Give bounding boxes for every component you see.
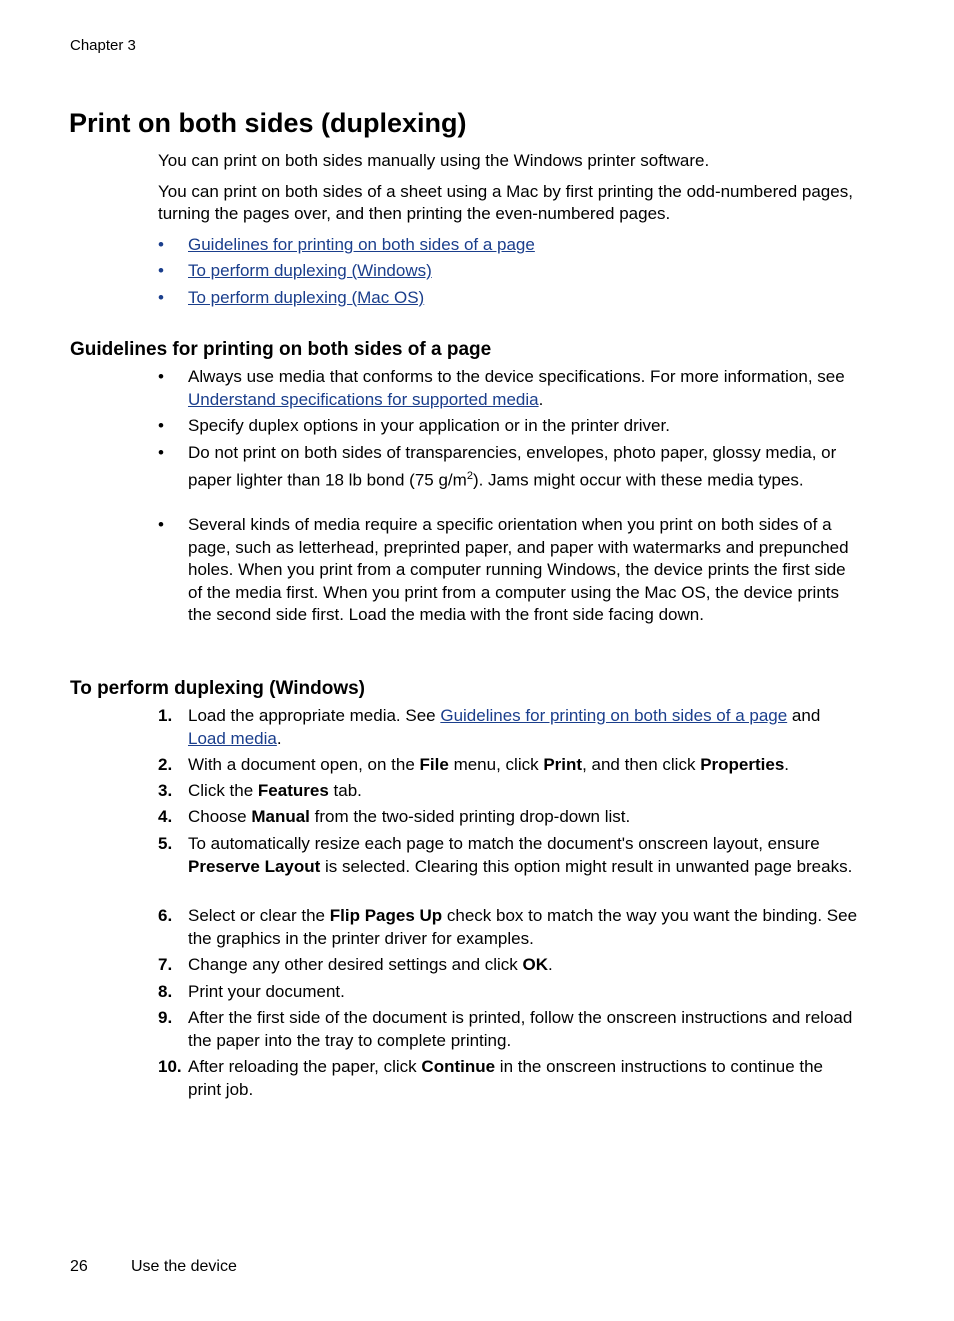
ui-term: Preserve Layout	[188, 856, 321, 876]
guideline-item	[158, 442, 858, 492]
guideline-item	[158, 415, 858, 438]
step-item	[158, 981, 858, 1004]
chapter-label: Chapter 3	[70, 37, 136, 54]
ui-term: Flip Pages Up	[329, 906, 443, 925]
step-item	[158, 1007, 858, 1052]
step-text: and	[787, 706, 821, 725]
step-number: 10.	[158, 1057, 182, 1076]
guideline-text: Always use media that conforms to the device specifications. For more information, see	[188, 367, 845, 386]
step-text: After reloading the paper, click	[188, 1057, 422, 1076]
bullet-marker: •	[158, 443, 164, 462]
bullet-marker: •	[158, 515, 164, 534]
step-number: 3.	[158, 781, 173, 800]
ui-term: Print	[543, 755, 583, 774]
step-number: 2.	[158, 755, 173, 774]
toc-link-windows[interactable]: To perform duplexing (Windows)	[188, 261, 432, 280]
step-text: Print your document.	[188, 982, 345, 1001]
bullet-marker: •	[158, 288, 164, 307]
bullet-marker: •	[158, 416, 164, 435]
specs-link[interactable]: Understand specifications for supported media	[188, 389, 539, 409]
step-text: Change any other desired settings and click	[188, 955, 523, 974]
step-item	[158, 754, 858, 777]
step-item	[158, 905, 858, 950]
bullet-marker: •	[158, 261, 164, 280]
guideline-text: ). Jams might occur with these media types.	[472, 470, 804, 490]
step-item	[158, 806, 858, 829]
step-item	[158, 954, 858, 977]
toc-item	[158, 234, 858, 257]
step-text: With a document open, on the	[188, 755, 420, 774]
guideline-text: Specify duplex options in your application or in the printer driver.	[188, 416, 670, 435]
step-item	[158, 705, 858, 750]
page-title: Print on both sides (duplexing)	[69, 108, 467, 138]
toc-item	[158, 287, 858, 310]
step-number: 7.	[158, 955, 173, 974]
step-text: Click the	[188, 781, 258, 800]
step-text: .	[276, 728, 282, 748]
step-item	[158, 1056, 858, 1101]
step-number: 8.	[158, 982, 173, 1001]
guidelines-link[interactable]: Guidelines for printing on both sides of a page	[440, 706, 788, 725]
step-text: , and then click	[582, 755, 701, 774]
step-item	[158, 833, 858, 878]
guideline-text: Several kinds of media require a specific orientation when you print on both sides of a page, such as letterhead, preprinted paper, and paper with watermarks and prepunched holes. When you print from a computer running Windows, the device prints the first side of the media first. When you print from a computer using the Mac OS, the device prints the second side first. Load the media with the front side facing down.	[188, 515, 849, 624]
ui-term: File	[419, 755, 449, 774]
step-text: is selected. Clearing this option might result in unwanted page breaks.	[320, 856, 853, 876]
bullet-marker: •	[158, 235, 164, 254]
step-number: 9.	[158, 1008, 173, 1027]
guideline-item	[158, 514, 858, 627]
intro-paragraph-1: You can print on both sides manually using the Windows printer software.	[158, 151, 710, 170]
step-text: check box to match the way you want the binding. See the graphics in the printer driver for examples.	[188, 906, 858, 948]
step-text: Choose	[188, 807, 252, 826]
guideline-item	[158, 366, 858, 411]
step-text: .	[548, 955, 553, 974]
step-text: menu, click	[448, 755, 544, 774]
superscript: 2	[466, 469, 473, 482]
guideline-text: Do not print on both sides of transparencies, envelopes, photo paper, glossy media, or paper lighter than 18 lb bond (75 g/m	[188, 443, 837, 490]
ui-term: Properties	[700, 755, 785, 774]
intro-paragraph-2: You can print on both sides of a sheet using a Mac by first printing the odd-numbered pages, turning the pages over, and then printing the even-numbered pages.	[158, 182, 853, 223]
step-number: 6.	[158, 906, 173, 925]
ui-term: Continue	[421, 1057, 496, 1076]
step-text: in the onscreen instructions to continue the print job.	[188, 1057, 824, 1099]
step-text: To automatically resize each page to match the document's onscreen layout, ensure	[188, 834, 820, 853]
guidelines-heading: Guidelines for printing on both sides of a page	[70, 339, 492, 360]
guideline-text: .	[538, 389, 544, 409]
step-number: 5.	[158, 834, 173, 853]
toc-link-macos[interactable]: To perform duplexing (Mac OS)	[188, 288, 425, 307]
toc-link-guidelines[interactable]: Guidelines for printing on both sides of a page	[188, 235, 535, 254]
ui-term: OK	[522, 955, 549, 974]
step-item	[158, 780, 858, 803]
step-text: from the two-sided printing drop-down list.	[309, 807, 631, 826]
footer-section: Use the device	[131, 1258, 237, 1275]
step-text: Select or clear the	[188, 906, 330, 925]
step-text: tab.	[328, 781, 362, 800]
step-text: After the first side of the document is printed, follow the onscreen instructions and reload the paper into the tray to complete printing.	[188, 1008, 853, 1050]
step-text: Load the appropriate media. See	[188, 706, 441, 725]
toc-item	[158, 260, 858, 283]
ui-term: Manual	[251, 807, 310, 826]
step-text: .	[784, 755, 790, 774]
step-number: 1.	[158, 706, 173, 725]
windows-heading: To perform duplexing (Windows)	[70, 678, 366, 699]
step-number: 4.	[158, 807, 173, 826]
load-media-link[interactable]: Load media	[188, 728, 277, 748]
ui-term: Features	[257, 781, 329, 800]
page-number: 26	[70, 1258, 88, 1275]
bullet-marker: •	[158, 367, 164, 386]
